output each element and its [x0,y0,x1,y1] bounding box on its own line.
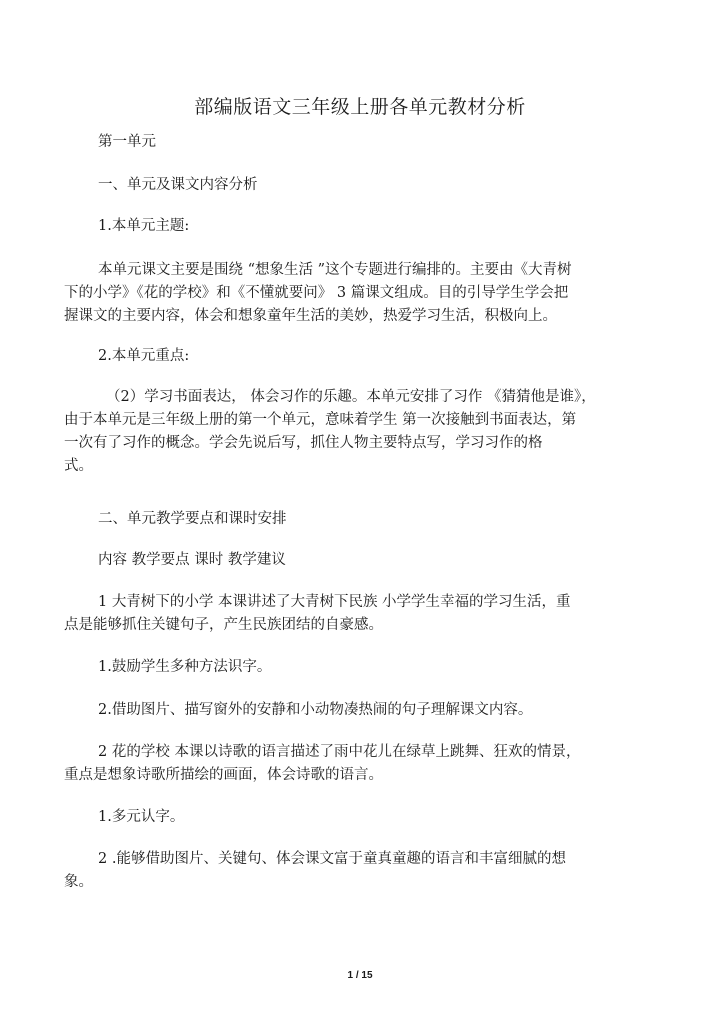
section2-heading: 二、单元教学要点和课时安排 [98,511,287,527]
document-title: 部编版语文三年级上册各单元教材分析 [194,96,526,118]
lesson2-line-1: 2 花的学校 本课以诗歌的语言描述了雨中花儿在绿草上跳舞、狂欢的情景， [98,744,581,760]
lesson1-line-2: 点是能够抓住关键句子，产生民族团结的自豪感。 [64,617,383,633]
lesson1-line-1: 1 大青树下的小学 本课讲述了大青树下民族 小学学生幸福的学习生活，重 [98,594,571,610]
focus-line-3: 一次有了习作的概念。学会先说后写，抓住人物主要特点写，学习习作的格 [64,435,543,451]
page-number: 1 / 15 [347,970,373,981]
lesson2-paragraph [64,741,654,787]
lesson1-point-1: 1.鼓励学生多种方法识字。 [98,659,272,675]
focus-line-4: 式。 [64,458,93,474]
lesson2-point-2 [64,848,654,894]
lesson2-point-1: 1.多元认字。 [98,809,185,825]
focus-line-2: 由于本单元是三年级上册的第一个单元，意味着学生 第一次接触到书面表达，第 [64,412,577,428]
lesson2-line-2: 重点是想象诗歌所描绘的画面，体会诗歌的语言。 [64,767,383,783]
theme-paragraph [64,259,654,328]
lesson2-point2-line-2: 象。 [64,874,93,890]
table-header: 内容 教学要点 课时 教学建议 [98,552,286,568]
section1-heading: 一、单元及课文内容分析 [98,177,258,193]
lesson2-point2-line-1: 2 .能够借助图片、关键句、体会课文富于童真童趣的语言和丰富细腻的想 [98,851,566,867]
lesson1-point-2: 2.借助图片、描写窗外的安静和小动物凑热闹的句子理解课文内容。 [98,702,533,718]
unit-label: 第一单元 [98,134,156,150]
focus-paragraph [64,386,654,478]
theme-line-3: 握课文的主要内容，体会和想象童年生活的美妙，热爱学习生活，积极向上。 [64,308,557,324]
theme-line-1: 本单元课文主要是围绕 “想象生活 ”这个专题进行编排的。主要由《大青树 [98,262,572,278]
focus-heading: 2.本单元重点: [98,348,190,364]
theme-line-2: 下的小学》《花的学校》和《不懂就要问》 3 篇课文组成。目的引导学生学会把 [64,285,569,301]
lesson1-paragraph [64,591,654,637]
focus-line-1: （2）学习书面表达， 体会习作的乐趣。本单元安排了习作 《猜猜他是谁》， [106,389,596,405]
theme-heading: 1.本单元主题: [98,218,190,234]
